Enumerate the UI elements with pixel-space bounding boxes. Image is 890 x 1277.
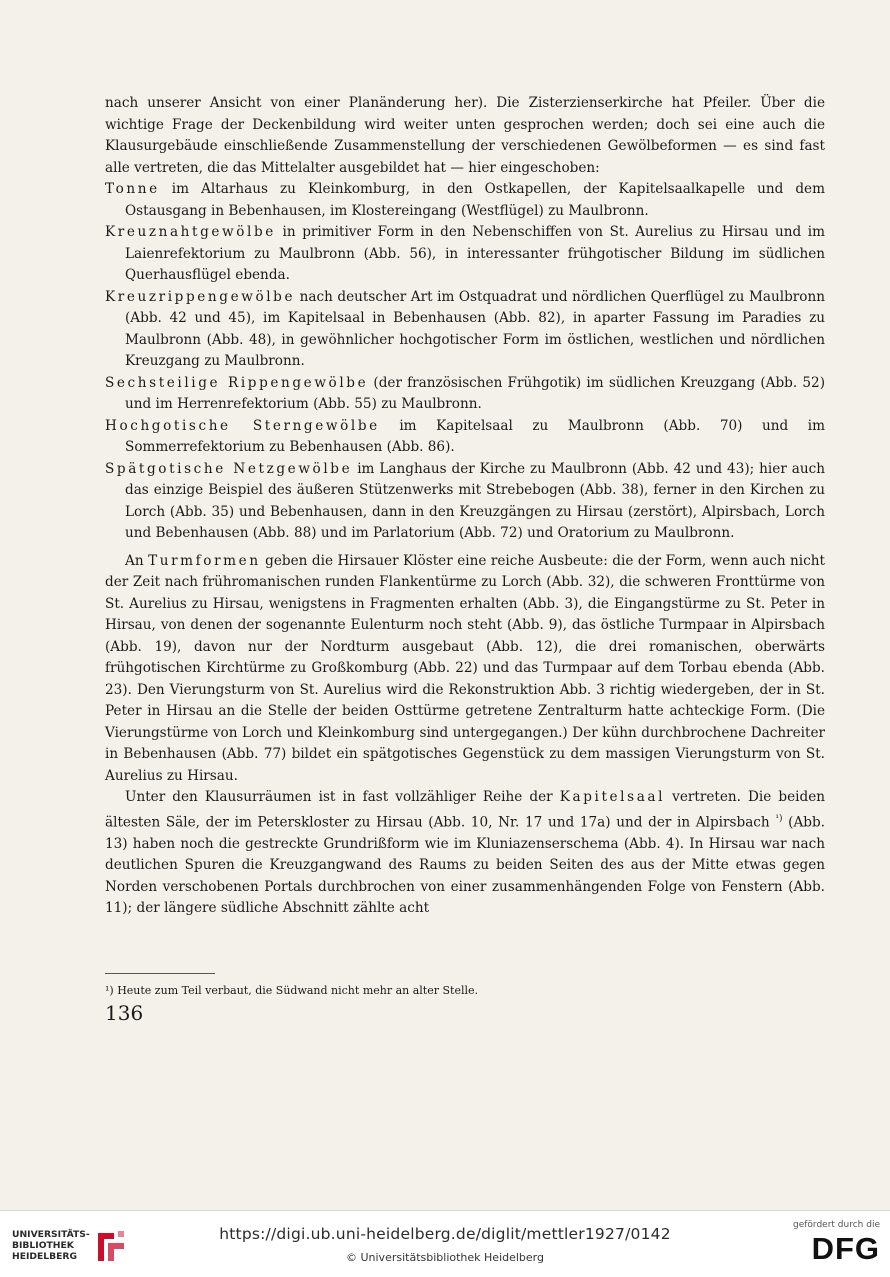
klausur-term: Kapitelsaal <box>559 789 666 805</box>
footnote-rule <box>105 973 215 974</box>
page-number: 136 <box>105 1001 144 1025</box>
entry-term: Kreuznahtgewölbe <box>105 224 276 240</box>
footnote: ¹) Heute zum Teil verbaut, die Südwand nicht mehr an alter Stelle. <box>105 984 479 997</box>
ub-heidelberg-logo[interactable] <box>12 1223 130 1265</box>
klausur-text: vertreten. Die beiden ältesten Säle, der im Peterskloster zu Hirsau (Abb. 10, Nr. 17 und 17a) und der in Alpirsbach <box>105 789 826 831</box>
vault-entry-kreuzrippen <box>105 287 825 373</box>
entry-text: im Kapitelsaal zu Maulbronn (Abb. 70) und im Sommerrefektorium zu Bebenhausen (Abb. 86). <box>125 417 825 455</box>
vault-entry-sechsteilig <box>105 373 825 416</box>
entry-term: Tonne <box>105 181 160 197</box>
footnote-ref: ¹) <box>775 813 783 824</box>
vault-entry-stern <box>105 416 825 459</box>
klausur-text-2: (Abb. 13) haben noch die gestreckte Grundrißform wie im Kluniazenserschema (Abb. 4). In Hirsau war nach deutlichen Spuren die Kreuzgangwand des Raums zu beiden Seiten des aus der Mitte etwas gegen Norden verschobenen Portals durchbrochen von einer zusammenhängenden Folge von Fenstern (Abb. 11); der längere südliche Abschnitt zählte acht <box>105 814 826 917</box>
entry-term: Kreuzrippengewölbe <box>105 288 296 305</box>
chapter-hall-paragraph <box>105 787 825 920</box>
entry-text: in primitiver Form in den Nebenschiffen von St. Aurelius zu Hirsau und im Laienrefektorium zu Maulbronn (Abb. 56), in interessanter frühgotischer Bildung im südlichen Querhausflügel ebenda. <box>125 224 825 283</box>
entry-text: (der französischen Frühgotik) im südlichen Kreuzgang (Abb. 52) und im Herrenrefektorium (Abb. 55) zu Maulbronn. <box>125 374 825 412</box>
entry-text: nach deutscher Art im Ostquadrat und nördlichen Querflügel zu Maulbronn (Abb. 42 und 45), im Kapitelsaal in Bebenhausen (Abb. 82), in aparter Fassung im Paradies zu Maulbronn (Abb. 48), in gewöhnlicher hochgotischer Form im östlichen, westlichen und nördlichen Kreuzgang zu Maulbronn. <box>125 288 825 369</box>
digitization-footer <box>0 1210 890 1277</box>
body-text <box>105 93 825 920</box>
logo-text <box>12 1229 90 1262</box>
logo-line: UNIVERSITÄTS- <box>12 1229 90 1240</box>
entry-text: im Langhaus der Kirche zu Maulbronn (Abb. 42 und 43); hier auch das einzige Beispiel des äußeren Stützenwerks mit Strebebogen (Abb. 38), ferner in den Kirchen zu Lorch (Abb. 35) und Bebenhausen, dann in den Kreuzgängen zu Hirsau (zerstört), Alpirsbach, Lorch und Bebenhausen (Abb. 88) und im Parlatorium (Abb. 72) und Oratorium zu Maulbronn. <box>125 460 825 541</box>
dfg-logo[interactable]: DFG <box>811 1231 880 1266</box>
tower-term: Turmformen <box>148 552 261 569</box>
copyright-notice: © Universitätsbibliothek Heidelberg <box>345 1251 544 1264</box>
entry-term: Sechsteilige Rippengewölbe <box>105 374 369 391</box>
entry-term: Hochgotische Sterngewölbe <box>105 417 380 434</box>
funded-by-label: gefördert durch die <box>793 1220 880 1230</box>
vault-entry-netz <box>105 459 825 545</box>
intro-paragraph: nach unserer Ansicht von einer Planänderung her). Die Zisterzienserkirche hat Pfeiler. Über die wichtige Frage der Deckenbildung wird weiter unten gesprochen werden; doch sei eine auch die Klausurgebäude einschließende Zusammenstellung der verschiedenen Gewölbeformen — es sind fast alle vertreten, die das Mittelalter ausgebildet hat — hier eingeschoben: <box>105 95 825 176</box>
vault-entry-kreuznaht <box>105 222 825 287</box>
tower-paragraph <box>105 551 825 788</box>
logo-line: HEIDELBERG <box>12 1251 78 1262</box>
vault-entry-tonne <box>105 179 825 222</box>
entry-text: im Altarhaus zu Kleinkomburg, in den Ostkapellen, der Kapitelsaalkapelle und dem Ostausgang in Bebenhausen, im Klostereingang (Westflügel) zu Maulbronn. <box>125 181 825 219</box>
tower-text: geben die Hirsauer Klöster eine reiche Ausbeute: die der Form, wenn auch nicht der Zeit nach frühromanischen runden Flankentürme zu Lorch (Abb. 32), die schweren Fronttürme von St. Aurelius zu Hirsau, wenigstens in Fragmenten erhalten (Abb. 3), die Eingangstürme zu St. Peter in Hirsau, von denen der sogenannte Eulenturm noch steht (Abb. 9), das östliche Turmpaar in Alpirsbach (Abb. 19), davon nur der Nordturm ausgebaut (Abb. 12), die drei romanischen, oberwärts frühgotischen Kirchtürme zu Großkomburg (Abb. 22) und das Turmpaar auf dem Torbau ebenda (Abb. 23). Den Vierungsturm von St. Aurelius wird die Rekonstruktion Abb. 3 richtig wiedergeben, der in St. Peter in Hirsau an die Stelle der beiden Osttürme getretene Zentralturm hatte achteckige Form. (Die Vierungstürme von Lorch und Kleinkomburg sind untergegangen.) Der kühn durchbrochene Dachreiter in Bebenhausen (Abb. 77) bildet ein spätgotisches Gegenstück zu dem massigen Vierungsturm von St. Aurelius zu Hirsau. <box>105 552 825 784</box>
tower-before: An <box>125 552 149 569</box>
klausur-before: Unter den Klausurräumen ist in fast vollzähliger Reihe der <box>125 789 560 805</box>
entry-term: Spätgotische Netzgewölbe <box>105 460 353 477</box>
ub-logo-mark-icon <box>94 1229 128 1265</box>
logo-line: BIBLIOTHEK <box>12 1240 74 1251</box>
permalink-url[interactable]: https://digi.ub.uni-heidelberg.de/diglit/mettler1927/0142 <box>219 1225 671 1243</box>
